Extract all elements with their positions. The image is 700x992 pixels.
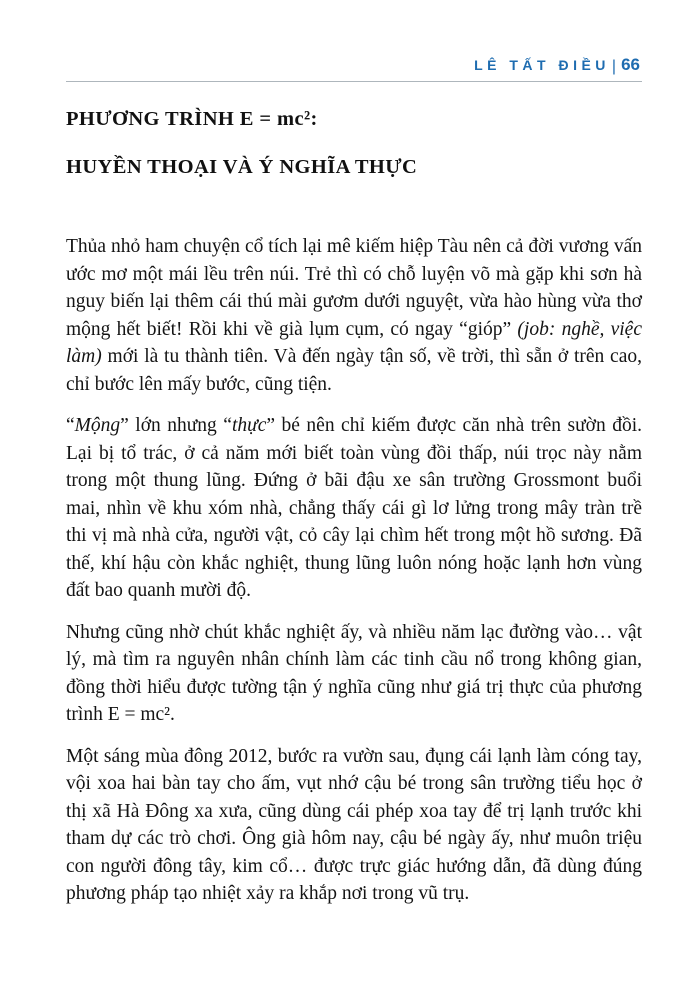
text-segment: “ <box>66 415 75 436</box>
article-subtitle: HUYỀN THOẠI VÀ Ý NGHĨA THỰC <box>66 156 418 178</box>
text-segment: ” bé nên chỉ kiếm được căn nhà trên sườn đồi. Lại bị tổ trác, ở cả năm mới biết toàn vùng đồi thấp, núi trọc này nằm trong một thung lũng. Đứng ở bãi đậu xe sân trường Grossmont buổi mai, nhìn về khu xóm nhà, chẳng thấy cái gì lơ lửng trong mây tràn trề thi vị mà nhà cửa, người vật, cỏ cây lại chìm hết trong một hồ sương. Đã thế, khí hậu còn khắc nghiệt, thung lũng luôn nóng hoặc lạnh hơn vùng đất bao quanh mười độ. <box>66 415 642 601</box>
text-segment: Một sáng mùa đông 2012, bước ra vườn sau, đụng cái lạnh làm cóng tay, vội xoa hai bàn tay cho ấm, vụt nhớ cậu bé trong sân trường tiểu học ở thị xã Hà Đông xa xưa, cũng dùng cái phép xoa tay để trị lạnh trước khi tham dự các trò chơi. Ông già hôm nay, cậu bé ngày ấy, như muôn triệu con người đông tây, kim cổ… được trực giác hướng dẫn, đã dùng đúng phương pháp tạo nhiệt xảy ra khắp nơi trong vũ trụ. <box>66 745 642 904</box>
paragraph-2 <box>66 412 642 605</box>
text-segment: ” lớn nhưng “ <box>120 415 232 436</box>
header-author: LÊ TẤT ĐIỀU <box>474 57 610 73</box>
header-rule <box>66 81 642 82</box>
paragraph-3 <box>66 619 642 729</box>
paragraph-4 <box>66 743 642 908</box>
text-segment: mới là tu thành tiên. Và đến ngày tận số, về trời, thì sẵn ở trên cao, chỉ bước lên mấy bước, cũng tiện. <box>66 346 642 395</box>
text-segment-italic: thực <box>231 415 267 436</box>
title-block <box>66 108 642 179</box>
page-header <box>66 56 642 74</box>
article-body <box>66 233 642 908</box>
text-segment-italic: Mộng <box>74 415 121 436</box>
header-separator: | <box>611 58 617 75</box>
text-segment: Thủa nhỏ ham chuyện cổ tích lại mê kiếm hiệp Tàu nên cả đời vương vấn ước mơ một mái lều trên núi. Trẻ thì có chỗ luyện võ mà gặp khi sơn hà nguy biến lại thêm cái thú mài gươm dưới nguyệt, vừa hào hùng vừa thơ mộng hết biết! Rồi khi về già lụm cụm, có ngay “gióp” <box>66 236 642 340</box>
article-title: PHƯƠNG TRÌNH E = mc²: <box>66 108 318 130</box>
text-segment: Nhưng cũng nhờ chút khắc nghiệt ấy, và nhiều năm lạc đường vào… vật lý, mà tìm ra nguyên nhân chính làm các tinh cầu nổ trong không gian, đồng thời hiểu được tường tận ý nghĩa cũng như giá trị thực của phương trình E = mc². <box>66 621 642 725</box>
paragraph-1 <box>66 233 642 398</box>
page-number: 66 <box>621 55 640 74</box>
text-segment-italic: (job: nghề, việc làm) <box>66 318 642 367</box>
